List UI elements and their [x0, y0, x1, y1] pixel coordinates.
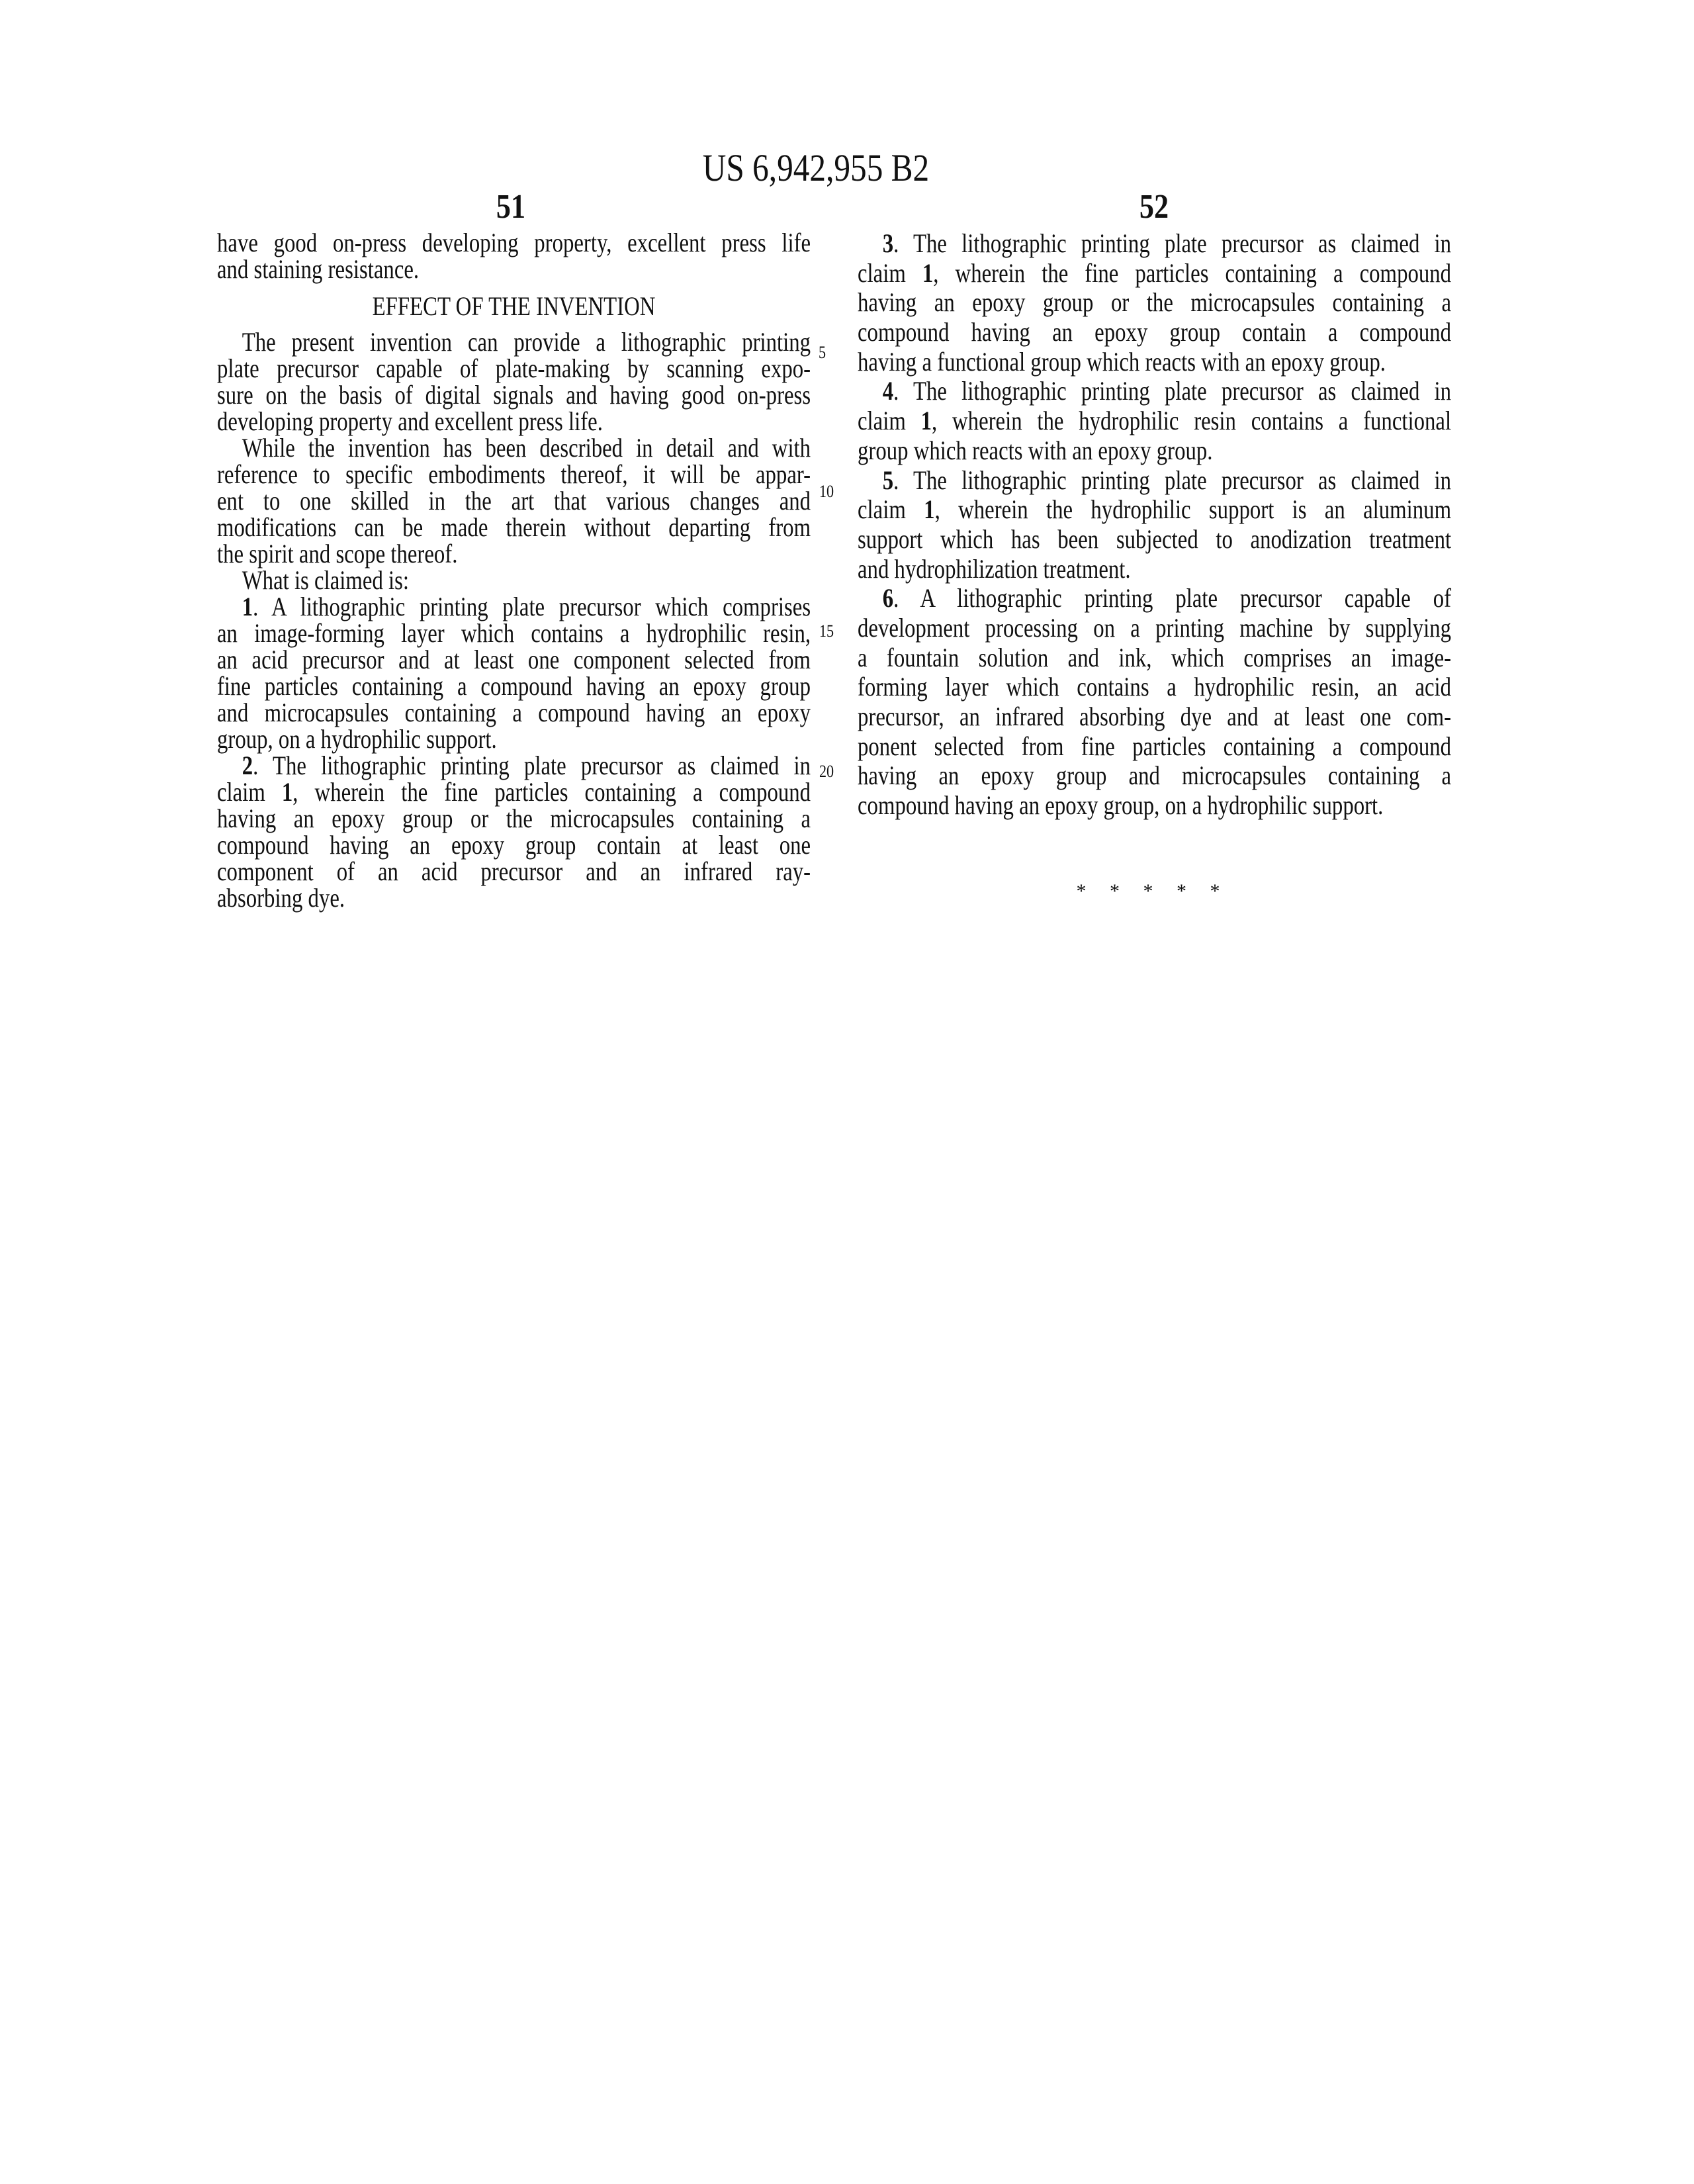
section-heading [217, 293, 811, 320]
text-segment: the spirit and scope thereof. [217, 539, 457, 569]
text-segment: What is claimed is: [242, 565, 409, 595]
text-line [217, 567, 811, 594]
text-line [217, 779, 811, 805]
text-segment: compound having an epoxy group contain at least one [217, 830, 811, 860]
text-segment: claim [858, 406, 921, 435]
text-segment: modifications can be made therein without departing from [217, 512, 811, 542]
end-of-document-marker: * * * * * [1077, 880, 1220, 903]
text-segment: having an epoxy group and microcapsules containing a [858, 760, 1451, 790]
text-segment: EFFECT OF THE INVENTION [373, 291, 656, 321]
line-number: 10 [819, 482, 834, 502]
text-segment: an image-forming layer which contains a hydrophilic resin, [217, 618, 811, 648]
text-segment: . The lithographic printing plate precursor as claimed in [893, 376, 1451, 406]
text-line [858, 791, 1451, 821]
paragraph [217, 594, 811, 752]
text-line [217, 461, 811, 488]
text-segment: . A lithographic printing plate precursor capable of [893, 583, 1451, 613]
text-segment: . The lithographic printing plate precursor as claimed in [893, 465, 1451, 495]
text-line [858, 702, 1451, 732]
text-line [858, 288, 1451, 318]
text-line [217, 541, 811, 567]
text-segment: claim [217, 777, 282, 807]
text-segment: ponent selected from fine particles containing a compound [858, 731, 1451, 761]
text-segment: claim [858, 494, 924, 524]
text-line [858, 347, 1451, 377]
claim-number: 1 [282, 777, 292, 807]
text-line [217, 256, 811, 283]
text-segment: . The lithographic printing plate precursor as claimed in [893, 228, 1451, 258]
text-line [858, 525, 1451, 555]
text-segment: compound having an epoxy group, on a hydrophilic support. [858, 790, 1383, 820]
text-segment: and microcapsules containing a compound having an epoxy [217, 698, 811, 727]
text-segment: a fountain solution and ink, which comprises an image- [858, 643, 1451, 672]
text-line [217, 726, 811, 752]
text-segment: component of an acid precursor and an infrared ray- [217, 856, 811, 886]
text-line [858, 495, 1451, 525]
claim-number: 1 [924, 494, 934, 524]
paragraph [217, 567, 811, 594]
text-segment: and staining resistance. [217, 254, 419, 284]
text-line [217, 488, 811, 514]
paragraph [217, 752, 811, 911]
text-segment: fine particles containing a compound having an epoxy group [217, 671, 811, 701]
text-line [858, 259, 1451, 289]
text-segment: having an epoxy group or the microcapsules containing a [858, 287, 1451, 317]
paragraph [217, 230, 811, 283]
text-segment: group, on a hydrophilic support. [217, 724, 497, 754]
text-line [217, 700, 811, 726]
line-number: 5 [819, 343, 826, 363]
text-segment: precursor, an infrared absorbing dye and at least one com- [858, 702, 1451, 731]
text-segment: sure on the basis of digital signals and having good on-press [217, 380, 811, 410]
text-line [217, 805, 811, 832]
text-line [858, 614, 1451, 643]
text-line [217, 752, 811, 779]
text-segment: and hydrophilization treatment. [858, 554, 1131, 584]
text-segment: support which has been subjected to anodization treatment [858, 524, 1451, 554]
text-line [858, 229, 1451, 259]
text-line [217, 858, 811, 885]
claim-number: 4 [883, 376, 893, 406]
text-segment: development processing on a printing machine by supplying [858, 613, 1451, 643]
text-segment: reference to specific embodiments thereof, it will be appar- [217, 459, 811, 489]
claim-number: 1 [922, 258, 933, 288]
text-segment: , wherein the hydrophilic resin contains a functional [932, 406, 1451, 435]
text-segment: , wherein the fine particles containing a compound [933, 258, 1451, 288]
text-line [858, 761, 1451, 791]
text-line [858, 377, 1451, 406]
text-segment: plate precursor capable of plate-making by scanning expo- [217, 353, 811, 383]
text-segment: having an epoxy group or the microcapsules containing a [217, 803, 811, 833]
text-line [858, 555, 1451, 584]
text-line [217, 885, 811, 911]
text-segment: , wherein the hydrophilic support is an aluminum [935, 494, 1452, 524]
paragraph [858, 584, 1451, 821]
claim-number: 2 [242, 751, 253, 780]
patent-number: US 6,942,955 B2 [703, 147, 929, 189]
claim-number: 1 [921, 406, 932, 435]
text-line [217, 673, 811, 700]
text-segment: While the invention has been described in detail and with [242, 433, 811, 463]
text-line [217, 832, 811, 858]
paragraph [858, 466, 1451, 584]
claim-number: 5 [883, 465, 893, 495]
paragraph [217, 329, 811, 435]
text-line [217, 293, 811, 320]
text-segment: . A lithographic printing plate precursor which comprises [253, 592, 811, 621]
paragraph [217, 435, 811, 567]
text-segment: absorbing dye. [217, 883, 345, 913]
left-text-column [217, 230, 811, 911]
text-segment: forming layer which contains a hydrophilic resin, an acid [858, 672, 1451, 702]
text-line [217, 594, 811, 620]
text-line [217, 647, 811, 673]
right-column-number: 52 [1139, 188, 1169, 226]
text-segment: an acid precursor and at least one component selected from [217, 645, 811, 674]
text-segment: having a functional group which reacts with an epoxy group. [858, 347, 1386, 377]
text-line [217, 382, 811, 408]
text-segment: ent to one skilled in the art that various changes and [217, 486, 811, 516]
text-segment: compound having an epoxy group contain a compound [858, 317, 1451, 347]
claim-number: 6 [883, 583, 893, 613]
text-line [858, 436, 1451, 466]
text-line [217, 620, 811, 647]
text-line [858, 318, 1451, 347]
text-line [858, 584, 1451, 614]
text-segment: developing property and excellent press life. [217, 406, 603, 436]
claim-number: 1 [242, 592, 253, 621]
text-line [858, 406, 1451, 436]
text-line [858, 466, 1451, 496]
paragraph [858, 377, 1451, 465]
claim-number: 3 [883, 228, 893, 258]
text-segment: claim [858, 258, 922, 288]
text-segment: group which reacts with an epoxy group. [858, 435, 1213, 465]
text-segment: . The lithographic printing plate precursor as claimed in [253, 751, 811, 780]
paragraph [858, 229, 1451, 377]
text-segment: have good on-press developing property, excellent press life [217, 228, 811, 257]
text-line [217, 329, 811, 355]
text-line [858, 643, 1451, 673]
right-text-column [858, 229, 1451, 821]
line-number: 20 [819, 762, 834, 782]
text-segment: The present invention can provide a lithographic printing [242, 327, 811, 357]
text-line [217, 230, 811, 256]
text-line [217, 355, 811, 382]
text-line [858, 732, 1451, 762]
text-segment: , wherein the fine particles containing a compound [292, 777, 811, 807]
text-line [217, 435, 811, 461]
text-line [217, 408, 811, 435]
left-column-number: 51 [496, 188, 525, 226]
text-line [217, 514, 811, 541]
text-line [858, 672, 1451, 702]
line-number: 15 [819, 621, 834, 641]
